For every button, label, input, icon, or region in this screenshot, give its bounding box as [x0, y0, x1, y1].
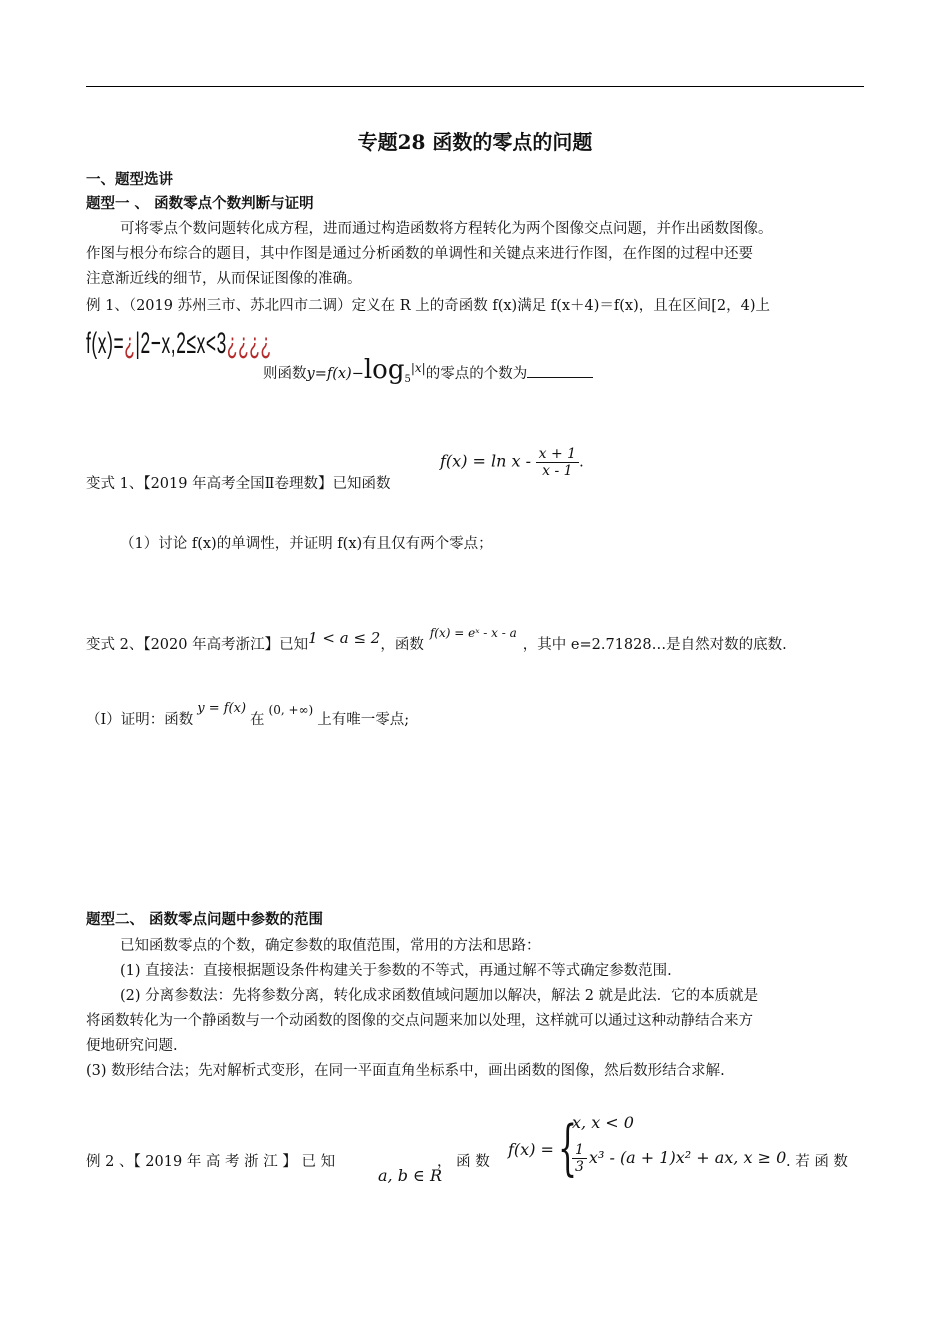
piecewise-brace: {	[558, 1113, 578, 1183]
example2-case2	[572, 1142, 786, 1175]
section-heading: 一、题型选讲	[86, 171, 173, 188]
type2-method2: (2) 分离参数法：先将参数分离，转化成求函数值域问题加以解决，解法 2 就是此法．它的本质就是	[120, 988, 759, 1004]
formula-glyph-red: ¿	[124, 327, 136, 360]
type2-paragraph-line1: 已知函数零点的个数，确定参数的取值范围，常用的方法和思路：	[120, 938, 541, 954]
variant1-prefix: 变式 1、【2019 年高考全国Ⅱ卷理数】已知函数	[86, 476, 391, 492]
q1-prefix: （Ⅰ）证明：函数	[86, 712, 194, 728]
variant1-fraction	[536, 446, 579, 479]
variant2-function: f(x) = eˣ - x - a	[429, 626, 517, 640]
example2-case1: x, x < 0	[572, 1113, 634, 1132]
q1-in: 在	[250, 712, 265, 728]
variant2-tail: ，其中 e=2.71828…是自然对数的底数.	[522, 637, 787, 653]
type1-paragraph-line1: 可将零点个数问题转化成方程，进而通过构造函数将方程转化为两个图像交点问题，并作出函数图像。	[120, 221, 773, 237]
example2-tail: . 若 函 数	[786, 1154, 848, 1170]
type1-heading: 题型一 、 函数零点个数判断与证明	[86, 195, 314, 212]
type2-method2-cont2: 便地研究问题.	[86, 1038, 178, 1054]
q1-function: y = f(x)	[197, 701, 247, 716]
variant2-mid: ，函数	[380, 637, 424, 653]
variant1-formula	[440, 446, 584, 479]
header-rule	[86, 86, 864, 87]
coef13-den: 3	[575, 1159, 584, 1175]
variant1-fx: f(x) = ln x -	[440, 451, 532, 471]
q1-tail: 上有唯一零点;	[317, 712, 410, 728]
page-title: 专题28 函数的零点的问题	[357, 130, 593, 154]
log-base: 5	[404, 373, 411, 385]
y-equals-f: y=f(x)−	[306, 366, 364, 382]
formula-condition: |2−x,2≤x<3	[135, 327, 227, 360]
example1-piecewise-formula	[86, 327, 272, 361]
fraction-denominator: x - 1	[542, 463, 573, 479]
type1-paragraph-line2: 作图与根分布综合的题目，其中作图是通过分析函数的单调性和关键点来进行作图，在作图的过程中还要	[86, 246, 753, 262]
case2-expression	[589, 1148, 786, 1167]
type2-method1: (1) 直接法：直接根据题设条件构建关于参数的不等式，再通过解不等式确定参数范围.	[120, 963, 672, 979]
coef-one-third	[572, 1142, 587, 1175]
fraction-numerator: x + 1	[536, 446, 579, 463]
variant1-period: .	[579, 454, 584, 471]
example2-fx-label: f(x) =	[508, 1140, 554, 1159]
variant2-condition: 1 < a ≤ 2	[308, 629, 381, 647]
case2-text: x³ - (a + 1)x² + ax, x ≥ 0	[588, 1147, 787, 1167]
type1-paragraph-line3: 注意渐近线的细节，从而保证图像的准确。	[86, 271, 362, 287]
type2-method3: (3) 数形结合法；先对解析式变形，在同一平面直角坐标系中，画出函数的图像，然后数形结合求解.	[86, 1063, 725, 1079]
formula-glyph-red-tail: ¿¿¿¿	[226, 327, 272, 360]
coef13-num: 1	[572, 1142, 587, 1159]
variant2-statement	[86, 626, 787, 655]
example1-statement: 例 1、（2019 苏州三市、苏北四市二调）定义在 R 上的奇函数 f(x)满足 f(x＋4)＝f(x)，且在区间[2，4)上	[86, 298, 771, 314]
q1-interval: (0, +∞)	[268, 703, 314, 717]
log-symbol: log	[363, 355, 405, 385]
type2-method2-cont1: 将函数转化为一个静函数与一个动函数的图像的交点问题来加以处理，这样就可以通过这种动静结合来方	[86, 1013, 753, 1029]
log-argument: |x|	[410, 361, 426, 375]
type2-heading: 题型二、 函数零点问题中参数的范围	[86, 911, 324, 928]
zero-count-text: 的零点的个数为	[425, 366, 528, 382]
variant1-question1: （1）讨论 f(x)的单调性，并证明 f(x)有且仅有两个零点；	[120, 536, 493, 552]
formula-fx: f(x)=	[86, 327, 125, 360]
answer-blank	[527, 363, 593, 378]
example2-mid: ， 函 数	[437, 1154, 490, 1170]
then-text: 则函数	[263, 366, 307, 382]
example1-question	[263, 355, 593, 390]
variant2-prefix: 变式 2、【2020 年高考浙江】已知	[86, 637, 309, 653]
example2-ab-in-r: a, b ∈ R	[378, 1166, 443, 1185]
example2-prefix: 例 2 、【 2019 年 高 考 浙 江 】 已 知	[86, 1154, 336, 1170]
variant2-question1	[86, 701, 410, 731]
